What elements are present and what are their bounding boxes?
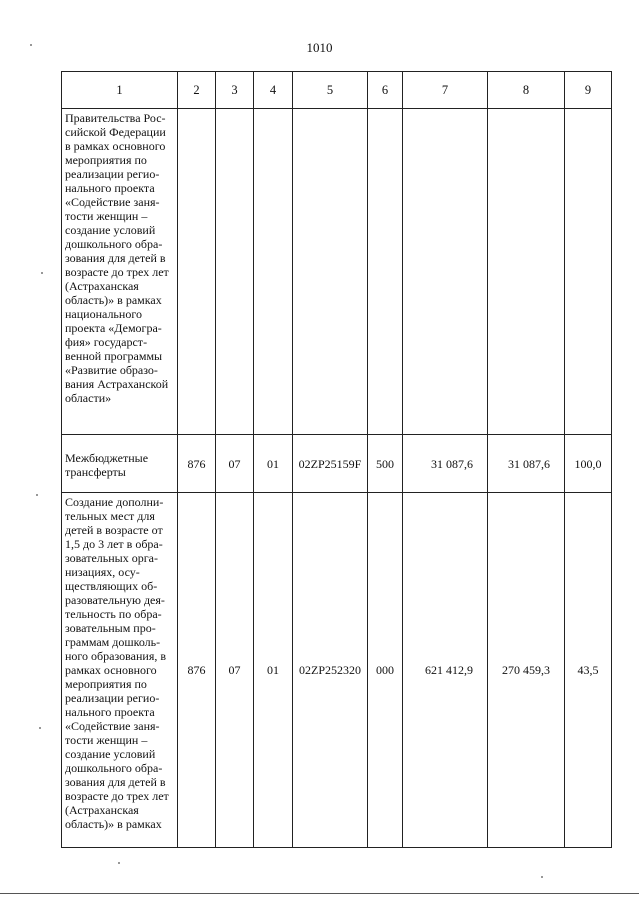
cell-expense-type: [368, 109, 403, 435]
row-description: Создание дополнительных мест для детей в возрасте от 1,5 до 3 лет в образовательных организациях, осуществляющих образовательную деятельность по образовательным программам дошкольного образования, в рамках основного мероприятия по реализации регионального проекта «Содействие занятости женщин – создание условий дошкольного образования для детей в возрасте до трех лет (Астраханская область)» в рамках: [62, 493, 178, 848]
cell-section: 07: [216, 435, 254, 493]
cell-percent: 43,5: [565, 493, 612, 848]
cell-expense-type: 000: [368, 493, 403, 848]
scan-speck: [41, 272, 43, 274]
column-header-6: 6: [368, 72, 403, 109]
table-row: [62, 493, 612, 848]
cell-planned-amount: 31 087,6: [403, 435, 488, 493]
cell-section: 07: [216, 493, 254, 848]
cell-percent: [565, 109, 612, 435]
column-header-5: 5: [293, 72, 368, 109]
bottom-rule: [0, 893, 639, 894]
scan-speck: [39, 727, 41, 729]
scan-speck: [36, 494, 38, 496]
scan-speck: [541, 876, 543, 878]
row-description: Правительства Российской Федерации в рамках основного мероприятия по реализации регионального проекта «Содействие занятости женщин – создание условий дошкольного образования для детей в возрасте до трех лет (Астраханская область)» в рамках национального проекта «Демография» государственной программы «Развитие образования Астраханской области»: [62, 109, 178, 435]
cell-subsection: 01: [254, 435, 293, 493]
scan-speck: [30, 44, 32, 46]
cell-planned-amount: 621 412,9: [403, 493, 488, 848]
cell-actual-amount: 31 087,6: [488, 435, 565, 493]
row-description: Межбюджетные трансферты: [62, 435, 178, 493]
page-number: 1010: [306, 40, 333, 55]
column-header-2: 2: [178, 72, 216, 109]
column-header-3: 3: [216, 72, 254, 109]
cell-actual-amount: [488, 109, 565, 435]
cell-subsection: 01: [254, 493, 293, 848]
table-header-row: [62, 72, 612, 109]
cell-ministry-code: [178, 109, 216, 435]
budget-table: [61, 71, 612, 848]
cell-subsection: [254, 109, 293, 435]
cell-target-article: [293, 109, 368, 435]
scan-speck: [118, 862, 120, 864]
cell-section: [216, 109, 254, 435]
cell-actual-amount: 270 459,3: [488, 493, 565, 848]
cell-ministry-code: 876: [178, 493, 216, 848]
column-header-1: 1: [62, 72, 178, 109]
column-header-7: 7: [403, 72, 488, 109]
cell-target-article: 02ZP252320: [293, 493, 368, 848]
cell-planned-amount: [403, 109, 488, 435]
table-row: [62, 435, 612, 493]
table-row: [62, 109, 612, 435]
column-header-8: 8: [488, 72, 565, 109]
cell-target-article: 02ZP25159F: [293, 435, 368, 493]
cell-percent: 100,0: [565, 435, 612, 493]
column-header-9: 9: [565, 72, 612, 109]
cell-expense-type: 500: [368, 435, 403, 493]
cell-ministry-code: 876: [178, 435, 216, 493]
column-header-4: 4: [254, 72, 293, 109]
